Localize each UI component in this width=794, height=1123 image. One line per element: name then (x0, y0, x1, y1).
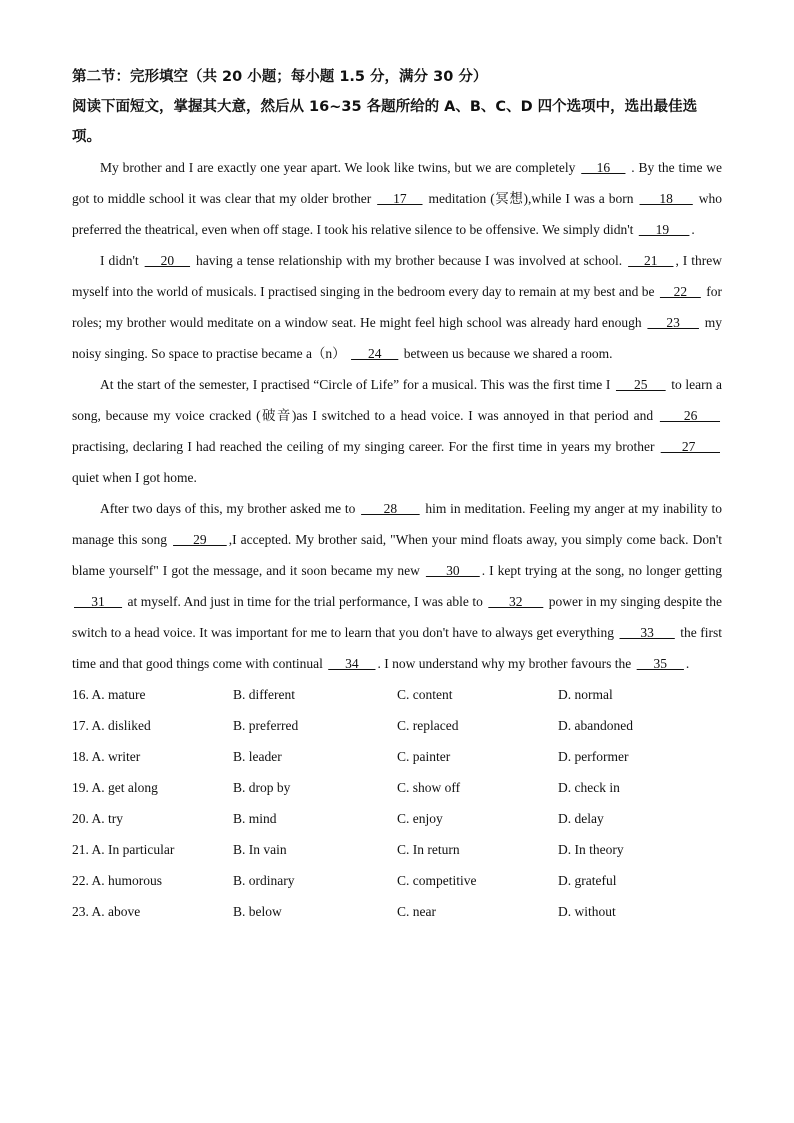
option-c: C. show off (397, 780, 461, 795)
answer-blank: 28 (361, 501, 420, 516)
option-row (72, 896, 722, 927)
passage-text: My brother and I are exactly one year apart. We look like twins, but we are completely (100, 160, 580, 175)
option-b: B. mind (233, 811, 277, 826)
option-d: D. normal (558, 687, 613, 702)
option-c: C. near (397, 904, 436, 919)
option-b: B. ordinary (233, 873, 295, 888)
options-list (72, 679, 722, 927)
answer-blank: 30 (425, 563, 480, 578)
passage-text: my noisy singing. So space to practise became a（n） (72, 315, 723, 361)
passage-text: I didn't (100, 253, 143, 268)
passage-text: for roles; my brother would meditate on a window seat. He might feel high school was already hard enough (72, 284, 722, 330)
answer-blank: 16 (581, 160, 626, 175)
option-row (72, 741, 722, 772)
passage-text: power in my singing despite the switch to a head voice. It was important for me to learn that you don't have to always get everything (72, 594, 723, 640)
option-a: 20. A. try (72, 811, 124, 826)
option-row (72, 865, 722, 896)
passage-text: quiet when I got home. (72, 470, 197, 485)
passage-text: having a tense relationship with my brother because I was involved at school. (192, 253, 627, 268)
passage-text: After two days of this, my brother asked me to (100, 501, 360, 516)
option-c: C. enjoy (397, 811, 443, 826)
section-heading: 第二节：完形填空（共 20 小题；每小题 1.5 分，满分 30 分） (72, 69, 488, 85)
passage-text: who preferred the theatrical, even when off stage. I took his relative silence to be offensive. We simply didn't (72, 191, 723, 237)
option-c: C. replaced (397, 718, 459, 733)
instruction-text: 阅读下面短文，掌握其大意，然后从 16~35 各题所给的 A、B、C、D 四个选项中，选出最佳选项。 (72, 99, 698, 145)
option-d: D. without (558, 904, 616, 919)
option-a: 23. A. above (72, 904, 141, 919)
option-a: 19. A. get along (72, 780, 158, 795)
option-b: B. below (233, 904, 282, 919)
passage-text: , I threw myself into the world of musicals. I practised singing in the bedroom every day to remain at my best and be (72, 253, 723, 299)
answer-blank: 20 (144, 253, 191, 268)
passage-text: meditation (冥想),while I was a born (424, 191, 638, 206)
passage-text: . (691, 222, 695, 237)
paragraph-1 (72, 152, 722, 245)
option-a: 21. A. In particular (72, 842, 175, 857)
exam-page (72, 62, 722, 927)
option-d: D. grateful (558, 873, 617, 888)
answer-blank: 27 (660, 439, 720, 454)
option-row (72, 679, 722, 710)
option-d: D. performer (558, 749, 629, 764)
answer-blank: 21 (628, 253, 674, 268)
answer-blank: 32 (488, 594, 544, 609)
answer-blank: 25 (615, 377, 666, 392)
option-c: C. competitive (397, 873, 477, 888)
paragraph-3 (72, 369, 722, 493)
option-c: C. painter (397, 749, 451, 764)
passage-text: . I now understand why my brother favours the (377, 656, 635, 671)
passage-text: between us because we shared a room. (400, 346, 613, 361)
passage-text: At the start of the semester, I practised “Circle of Life” for a musical. This was the first time I (100, 377, 614, 392)
answer-blank: 31 (74, 594, 123, 609)
option-c: C. content (397, 687, 453, 702)
option-d: D. check in (558, 780, 620, 795)
option-a: 16. A. mature (72, 687, 146, 702)
passage-text: to learn a song, because my voice cracked (破音)as I switched to a head voice. I was annoyed in that period and (72, 377, 722, 423)
answer-blank: 19 (638, 222, 690, 237)
option-row (72, 710, 722, 741)
option-d: D. abandoned (558, 718, 633, 733)
answer-blank: 33 (619, 625, 675, 640)
answer-blank: 23 (647, 315, 699, 330)
answer-blank: 17 (377, 191, 423, 206)
passage-text: him in meditation. Feeling my anger at my inability to manage this song (72, 501, 723, 547)
passage-text: . (685, 656, 690, 671)
answer-blank: 29 (173, 532, 227, 547)
answer-blank: 26 (659, 408, 721, 423)
option-b: B. preferred (233, 718, 299, 733)
passage-text: ,I accepted. My brother said, "When your mind floats away, you simply come back. Don't blame yourself" I got the message, and it soon became my new (72, 532, 723, 578)
option-row (72, 834, 722, 865)
option-b: B. different (233, 687, 295, 702)
paragraph-4 (72, 493, 722, 679)
answer-blank: 22 (659, 284, 701, 299)
passage (72, 152, 722, 679)
passage-text: at myself. And just in time for the trial performance, I was able to (124, 594, 487, 609)
option-b: B. drop by (233, 780, 291, 795)
answer-blank: 24 (351, 346, 399, 361)
option-row (72, 772, 722, 803)
option-a: 18. A. writer (72, 749, 141, 764)
passage-text: practising, declaring I had reached the ceiling of my singing career. For the first time in years my brother (72, 439, 659, 454)
passage-text: . By the time we got to middle school it was clear that my older brother (72, 160, 723, 206)
option-b: B. In vain (233, 842, 287, 857)
option-a: 17. A. disliked (72, 718, 151, 733)
option-row (72, 803, 722, 834)
option-b: B. leader (233, 749, 282, 764)
answer-blank: 35 (636, 656, 684, 671)
paragraph-2 (72, 245, 722, 369)
passage-text: the first time and that good things come with continual (72, 625, 722, 671)
option-c: C. In return (397, 842, 460, 857)
answer-blank: 18 (639, 191, 693, 206)
passage-text: . I kept trying at the song, no longer getting (481, 563, 722, 578)
answer-blank: 34 (328, 656, 376, 671)
option-d: D. delay (558, 811, 604, 826)
option-d: D. In theory (558, 842, 624, 857)
option-a: 22. A. humorous (72, 873, 163, 888)
